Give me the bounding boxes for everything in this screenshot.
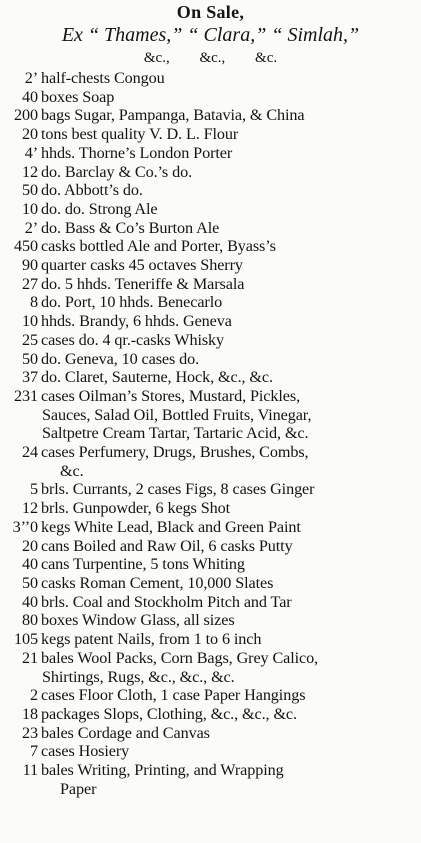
item-quantity: 20 [22, 536, 38, 555]
item-quantity: 20 [22, 125, 38, 144]
item-text: do. Bass & Co’s Burton Ale [41, 218, 220, 237]
list-item [4, 256, 417, 275]
item-text: brls. Currants, 2 cases Figs, 8 cases Ginger [41, 480, 315, 499]
item-quantity: 5 [30, 480, 38, 499]
item-quantity: 3’’0 [12, 517, 38, 536]
item-quantity: 11 [22, 761, 38, 780]
item-text: brls. Coal and Stockholm Pitch and Tar [41, 592, 292, 611]
list-item [4, 630, 417, 649]
item-text: kegs patent Nails, from 1 to 6 inch [41, 630, 262, 649]
list-item [4, 537, 417, 556]
item-text: cans Boiled and Raw Oil, 6 casks Putty [41, 536, 293, 555]
item-text: quarter casks 45 octaves Sherry [41, 256, 243, 275]
item-quantity: 8 [30, 293, 38, 312]
list-item [4, 312, 417, 331]
item-quantity: 80 [22, 611, 38, 630]
list-item [4, 742, 417, 761]
list-item [4, 293, 417, 312]
item-quantity: 40 [22, 592, 38, 611]
list-item [4, 275, 417, 294]
item-quantity: 2’ [24, 218, 38, 237]
item-text: boxes Window Glass, all sizes [41, 611, 235, 630]
item-text: cases Oilman’s Stores, Mustard, Pickles, [41, 386, 301, 405]
list-item [4, 686, 417, 705]
item-text: hhds. Thorne’s London Porter [41, 143, 233, 162]
item-text: half-chests Congou [41, 69, 165, 87]
item-quantity: 25 [22, 330, 38, 349]
ship-names-line: Ex “ Thames,” “ Clara,” “ Simlah,” [61, 24, 360, 46]
item-quantity: 12 [22, 499, 38, 518]
list-item [4, 69, 417, 88]
item-text: do. 5 hhds. Teneriffe & Marsala [41, 274, 245, 293]
list-item [4, 88, 417, 107]
item-text: cases Floor Cloth, 1 case Paper Hangings [41, 686, 306, 705]
item-quantity: 23 [22, 723, 38, 742]
list-item [4, 443, 417, 462]
item-text: do. Port, 10 hhds. Benecarlo [41, 293, 223, 312]
item-quantity: 37 [22, 368, 38, 387]
page-title: On Sale, [176, 2, 245, 22]
list-item [4, 237, 417, 256]
list-item [4, 499, 417, 518]
list-item [4, 368, 417, 387]
list-item [4, 144, 417, 163]
item-quantity: 24 [22, 443, 38, 462]
list-item-continuation [4, 668, 417, 687]
item-quantity: 10 [22, 312, 38, 331]
item-quantity: 200 [14, 106, 38, 125]
list-item [4, 518, 417, 537]
item-text: do. do. Strong Ale [41, 199, 158, 218]
item-quantity: 50 [22, 181, 38, 200]
item-quantity: 40 [22, 555, 38, 574]
list-item [4, 163, 417, 182]
item-text: do. Claret, Sauterne, Hock, &c., &c. [41, 368, 273, 387]
list-item [4, 387, 417, 406]
item-text: bales Wool Packs, Corn Bags, Grey Calico, [41, 648, 319, 667]
list-item-continuation [4, 406, 417, 425]
item-text: casks bottled Ale and Porter, Byass’s [41, 237, 276, 256]
list-item [4, 705, 417, 724]
item-quantity: 2 [30, 686, 38, 705]
list-item [4, 200, 417, 219]
item-text: boxes Soap [41, 87, 115, 106]
item-quantity: 105 [14, 630, 38, 649]
list-item-continuation [4, 780, 417, 799]
list-item [4, 181, 417, 200]
item-text: packages Slops, Clothing, &c., &c., &c. [41, 704, 297, 723]
item-text: tons best quality V. D. L. Flour [41, 125, 239, 144]
list-item [4, 761, 417, 780]
list-item [4, 331, 417, 350]
item-quantity: 40 [22, 87, 38, 106]
item-quantity: 450 [14, 237, 38, 256]
item-text: do. Abbott’s do. [41, 181, 143, 200]
item-text: bales Cordage and Canvas [41, 723, 210, 742]
item-quantity: 50 [22, 349, 38, 368]
goods-list [4, 69, 417, 798]
list-item [4, 480, 417, 499]
item-quantity: 4’ [24, 143, 38, 162]
item-quantity: 231 [14, 386, 38, 405]
etc-line: &c., &c., &c. [143, 50, 278, 66]
item-text: bags Sugar, Pampanga, Batavia, & China [41, 106, 305, 125]
item-quantity: 12 [22, 162, 38, 181]
item-quantity: 50 [22, 573, 38, 592]
list-item [4, 219, 417, 238]
item-text: do. Geneva, 10 cases do. [41, 349, 200, 368]
item-text: Shirtings, Rugs, &c., &c., &c. [42, 667, 235, 686]
item-quantity: 10 [22, 199, 38, 218]
item-quantity: 21 [22, 648, 38, 667]
item-text: Sauces, Salad Oil, Bottled Fruits, Vinegar, [42, 405, 312, 424]
item-quantity: 90 [22, 256, 38, 275]
item-quantity: 7 [30, 742, 38, 761]
item-quantity: 18 [22, 704, 38, 723]
list-item-continuation [4, 462, 417, 481]
item-text: hhds. Brandy, 6 hhds. Geneva [41, 312, 232, 331]
item-text: cases Perfumery, Drugs, Brushes, Combs, [41, 443, 309, 462]
item-text: bales Writing, Printing, and Wrapping [41, 761, 284, 780]
list-item [4, 555, 417, 574]
item-text: cans Turpentine, 5 tons Whiting [41, 555, 245, 574]
header [4, 2, 417, 68]
list-item [4, 125, 417, 144]
item-text: casks Roman Cement, 10,000 Slates [41, 573, 274, 592]
list-item [4, 574, 417, 593]
item-text: Paper [60, 779, 97, 798]
item-text: do. Barclay & Co.’s do. [41, 162, 193, 181]
item-text: Saltpetre Cream Tartar, Tartaric Acid, &c. [42, 424, 309, 443]
item-text: brls. Gunpowder, 6 kegs Shot [41, 499, 230, 518]
list-item [4, 611, 417, 630]
item-text: cases Hosiery [41, 742, 130, 761]
list-item [4, 724, 417, 743]
list-item [4, 593, 417, 612]
list-item-continuation [4, 424, 417, 443]
list-item [4, 350, 417, 369]
item-text: cases do. 4 qr.-casks Whisky [41, 330, 225, 349]
item-text: &c. [60, 461, 84, 480]
list-item [4, 649, 417, 668]
item-quantity: 2’ [24, 69, 38, 87]
item-quantity: 27 [22, 274, 38, 293]
item-text: kegs White Lead, Black and Green Paint [41, 517, 301, 536]
list-item [4, 106, 417, 125]
